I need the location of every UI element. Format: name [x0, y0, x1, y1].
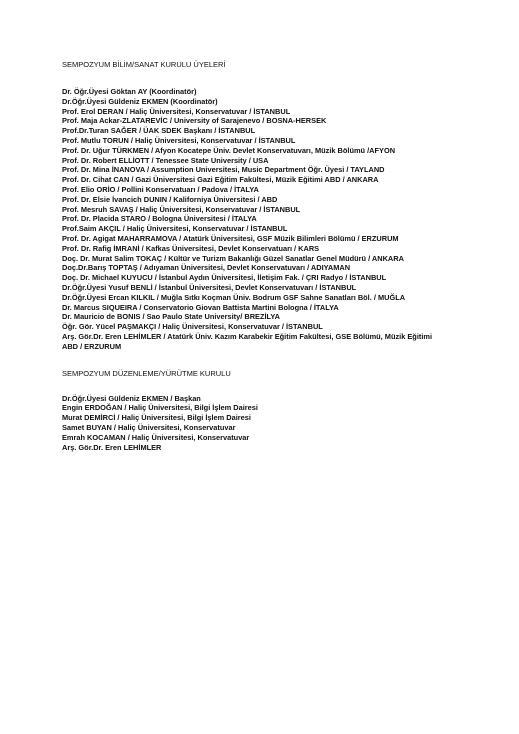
- organizing-heading: SEMPOZYUM DÜZENLEME/YÜRÜTME KURULU: [62, 368, 231, 378]
- board-member: Prof. Dr. Rafig İMRANİ / Kafkas Üniversitesi, Devlet Konservatuarı / KARS: [62, 243, 320, 253]
- organizing-member: Engin ERDOĞAN / Haliç Üniversitesi, Bilgi İşlem Dairesi: [62, 403, 258, 413]
- board-member: Prof.Dr.Turan SAĞER / ÜAK SDEK Başkanı / İSTANBUL: [62, 126, 256, 136]
- organizing-member: Samet BUYAN / Haliç Üniversitesi, Konservatuvar: [62, 422, 236, 432]
- board-member: Prof. Dr. Agigat MAHARRAMOVA / Atatürk Üniversitesi, GSF Müzik Bilimleri Bölümü / ERZURUM: [62, 233, 399, 243]
- board-member: Dr. Marcus SIQUEIRA / Conservatorio Giovan Battista Martini Bologna / İTALYA: [62, 302, 339, 312]
- board-member: Prof. Mesruh SAVAŞ / Haliç Üniversitesi, Konservatuvar / İSTANBUL: [62, 204, 301, 214]
- board-member: Prof. Dr. Cihat CAN / Gazi Üniversitesi Gazi Eğitim Fakültesi, Müzik Eğitimi ABD / ANKARA: [62, 175, 379, 185]
- organizing-member: Arş. Gör.Dr. Eren LEHİMLER: [62, 442, 162, 452]
- board-member: Öğr. Gör. Yücel PAŞMAKÇI / Haliç Üniversitesi, Konservatuvar / İSTANBUL: [62, 322, 323, 332]
- board-member: Prof. Dr. Mina İNANOVA / Assumption Universitesi, Music Department Öğr. Üyesi / TAYLAND: [62, 165, 385, 175]
- board-member: Dr. Öğr.Üyesi Göktan AY (Koordinatör): [62, 87, 197, 96]
- board-member: Prof.Saim AKÇIL / Haliç Üniversitesi, Konservatuvar / İSTANBUL: [62, 224, 288, 234]
- board-member: Prof. Dr. Elsie İvancich DUNIN / Kaliforniya Üniversitesi / ABD: [62, 194, 278, 204]
- board-member: Doç. Dr. Michael KUYUCU / İstanbul Aydın Üniversitesi, İletişim Fak. / ÇRI Radyo / İSTANBUL: [62, 273, 387, 283]
- board-member: Dr. Mauricio de BONIS / Sao Paulo State University/ BREZİLYA: [62, 312, 280, 322]
- board-member: Prof. Erol DERAN / Haliç Üniversitesi, Konservatuvar / İSTANBUL: [62, 106, 291, 116]
- board-member: Prof. Dr. Uğur TÜRKMEN / Afyon Kocatepe Üniv. Devlet Konservatuvarı, Müzik Bölümü /AFYON: [62, 145, 396, 155]
- board-member: Doç.Dr.Barış TOPTAŞ / Adıyaman Üniversitesi, Devlet Konservatuvarı / ADIYAMAN: [62, 263, 351, 273]
- organizing-member-list: [62, 394, 512, 453]
- board-member: Dr.Öğr.Üyesi Yusuf BENLİ / İstanbul Üniversitesi, Devlet Konservatuvarı / İSTANBUL: [62, 282, 357, 292]
- board-member: Prof. Dr. Robert ELLİOTT / Tenessee State University / USA: [62, 155, 269, 165]
- board-member: Prof. Elio ORİO / Pollini Konservatuarı / Padova / İTALYA: [62, 184, 259, 194]
- board-member: Prof. Dr. Placida STARO / Bologna Üniversitesi / İTALYA: [62, 214, 257, 224]
- document-page: [62, 60, 512, 452]
- board-member: Dr.Öğr.Üyesi Güldeniz EKMEN (Koordinatör): [62, 96, 218, 106]
- board-member: Dr.Öğr.Üyesi Ercan KILKIL / Muğla Sıtkı Koçman Üniv. Bodrum GSF Sahne Sanatları Böl. / MUĞLA: [62, 292, 406, 302]
- board-member: Prof. Mutlu TORUN / Haliç Üniversitesi, Konservatuvar / İSTANBUL: [62, 135, 296, 145]
- board-member: Doç. Dr. Murat Salim TOKAÇ / Kültür ve Turizm Bakanlığı Güzel Sanatlar Genel Müdürü / ANKARA: [62, 253, 404, 263]
- board-member: Prof. Maja Ackar-ZLATAREVİC / University of Sarajenevo / BOSNA-HERSEK: [62, 116, 327, 126]
- board-member: Arş. Gör.Dr. Eren LEHİMLER / Atatürk Üniv. Kazım Karabekir Eğitim Fakültesi, GSE Bölümü, Müzik Eğitimi ABD / ERZURUM: [62, 331, 433, 351]
- board-heading: SEMPOZYUM BİLİM/SANAT KURULU ÜYELERİ: [62, 60, 226, 69]
- organizing-member: Emrah KOCAMAN / Haliç Üniversitesi, Konservatuvar: [62, 432, 250, 442]
- board-member-list: [62, 87, 512, 352]
- organizing-member: Dr.Öğr.Üyesi Güldeniz EKMEN / Başkan: [62, 393, 201, 403]
- organizing-member: Murat DEMİRCİ / Haliç Üniversitesi, Bilgi İşlem Dairesi: [62, 413, 251, 423]
